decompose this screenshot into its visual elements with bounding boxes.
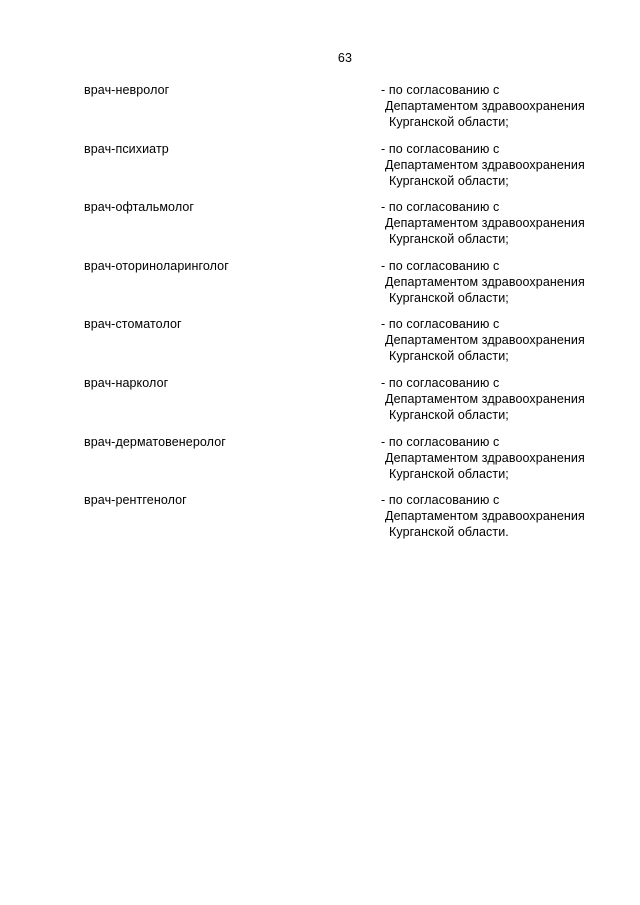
approval-line: Курганской области.: [389, 525, 509, 540]
specialty-name: врач-нарколог: [84, 375, 169, 390]
list-item: [0, 375, 640, 434]
list-item: [0, 199, 640, 258]
specialty-name: врач-стоматолог: [84, 317, 182, 332]
list-item: [0, 492, 640, 551]
specialty-name: врач-офтальмолог: [84, 200, 195, 215]
list-item: [0, 82, 640, 141]
approval-line: - по согласованию с: [381, 141, 500, 156]
approval-note: [381, 141, 585, 189]
approval-line: - по согласованию с: [381, 200, 500, 215]
approval-note: [381, 82, 585, 130]
approval-line: Департаментом здравоохранения: [385, 333, 585, 348]
approval-line: - по согласованию с: [381, 493, 500, 508]
specialist-list: [0, 82, 640, 551]
approval-line: Департаментом здравоохранения: [385, 274, 585, 289]
specialty-name: врач-невролог: [84, 83, 170, 97]
approval-line: - по согласованию с: [381, 375, 500, 390]
list-item: [0, 316, 640, 375]
approval-note: [381, 258, 585, 306]
approval-note: [381, 199, 585, 247]
approval-line: - по согласованию с: [381, 317, 500, 332]
specialty-name: врач-психиатр: [84, 141, 169, 156]
approval-line: Курганской области;: [389, 290, 509, 305]
specialty-name: врач-оториноларинголог: [84, 258, 229, 273]
approval-line: Департаментом здравоохранения: [385, 157, 585, 172]
specialty-name: врач-рентгенолог: [84, 493, 187, 508]
list-item: [0, 258, 640, 317]
approval-line: Курганской области;: [389, 173, 509, 188]
approval-note: [381, 375, 585, 423]
approval-note: [381, 316, 585, 364]
page-number: 63: [337, 51, 353, 65]
approval-line: Курганской области;: [389, 349, 509, 364]
list-item: [0, 434, 640, 493]
approval-line: Департаментом здравоохранения: [385, 391, 585, 406]
approval-line: - по согласованию с: [381, 434, 500, 449]
approval-line: Департаментом здравоохранения: [385, 450, 585, 465]
approval-line: Курганской области;: [389, 466, 509, 481]
approval-line: - по согласованию с: [381, 83, 500, 97]
approval-line: Курганской области;: [389, 232, 509, 247]
approval-line: Курганской области;: [389, 407, 509, 422]
specialty-name: врач-дерматовенеролог: [84, 434, 226, 449]
approval-line: - по согласованию с: [381, 258, 500, 273]
approval-note: [381, 492, 585, 540]
approval-note: [381, 434, 585, 482]
approval-line: Департаментом здравоохранения: [385, 99, 585, 113]
approval-line: Департаментом здравоохранения: [385, 216, 585, 231]
list-item: [0, 141, 640, 200]
approval-line: Курганской области;: [389, 115, 509, 129]
approval-line: Департаментом здравоохранения: [385, 509, 585, 524]
